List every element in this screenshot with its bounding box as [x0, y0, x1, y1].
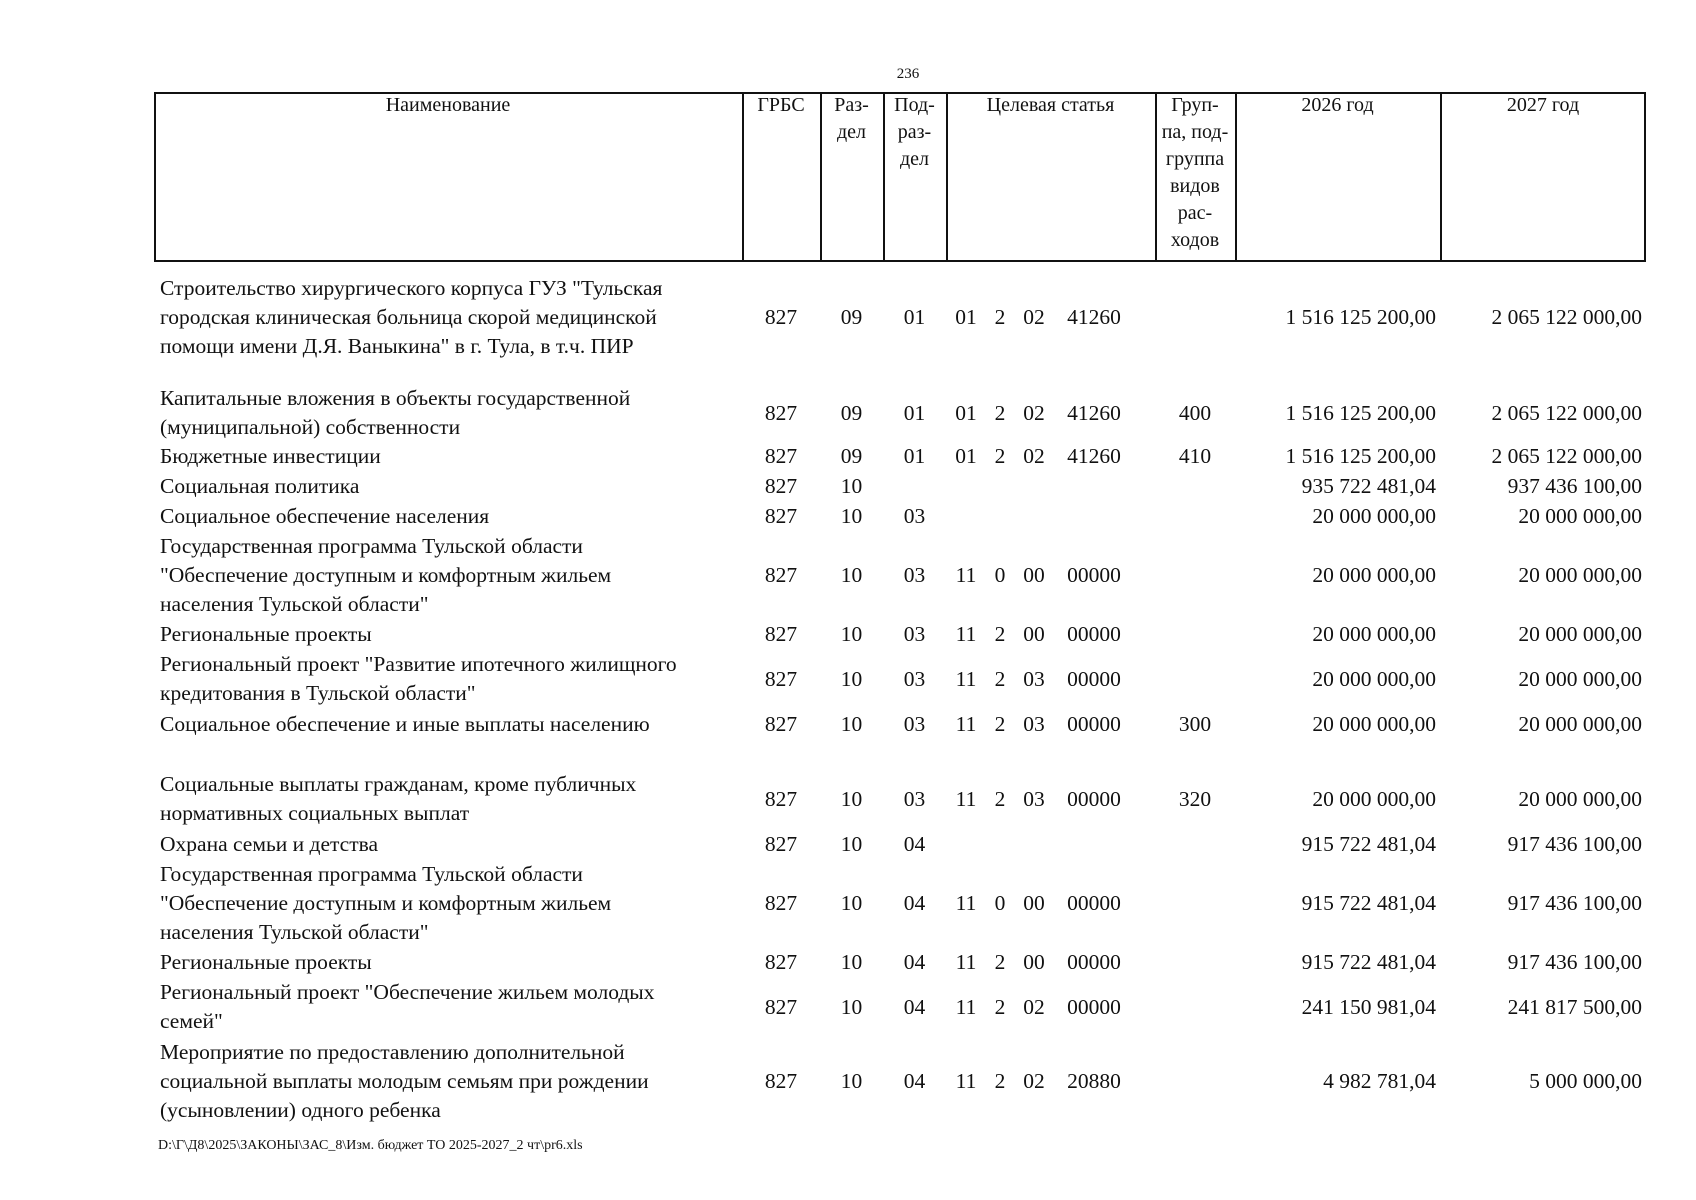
cell-article-subprogram: 02 — [1023, 994, 1045, 1019]
cell-expense-group: 400 — [1178, 400, 1212, 425]
cell-article-direction: 41260 — [1067, 444, 1121, 468]
cell-article-program: 01 — [955, 400, 977, 425]
cell-podrazdel: 01 — [903, 444, 926, 468]
cell-grbs: 827 — [764, 1069, 798, 1093]
row-name-line: Региональный проект "Развитие ипотечного жилищного — [160, 652, 677, 676]
row-name-line: Государственная программа Тульской области — [160, 862, 583, 886]
cell-grbs: 827 — [764, 444, 798, 468]
cell-article-type: 2 — [994, 950, 1006, 974]
cell-amount-2026: 20 000 000,00 — [1312, 786, 1436, 811]
cell-podrazdel: 04 — [903, 891, 926, 915]
cell-razdel: 10 — [840, 563, 863, 587]
cell-expense-group: 410 — [1178, 444, 1212, 468]
cell-article-direction: 00000 — [1067, 712, 1121, 736]
cell-amount-2027: 2 065 122 000,00 — [1491, 400, 1642, 425]
col-header-2027: 2027 год — [1506, 94, 1580, 116]
row-name — [160, 830, 740, 859]
row-name — [160, 770, 740, 828]
cell-podrazdel: 03 — [903, 666, 926, 691]
row-name-line: (усыновлении) одного ребенка — [160, 1098, 441, 1122]
cell-grbs: 827 — [764, 400, 798, 425]
cell-expense-group: 320 — [1178, 786, 1212, 811]
cell-amount-2026: 241 150 981,04 — [1301, 994, 1436, 1019]
row-name-line: Бюджетные инвестиции — [160, 444, 381, 468]
cell-podrazdel: 03 — [903, 563, 926, 587]
row-name-line: городская клиническая больница скорой медицинской — [160, 305, 657, 329]
row-name-line: Социальное обеспечение и иные выплаты населению — [160, 712, 650, 736]
row-name-line: Охрана семьи и детства — [160, 832, 379, 856]
row-name — [160, 710, 740, 739]
col-header-razdel: Раз- дел — [834, 94, 869, 143]
row-name — [160, 978, 740, 1036]
cell-article-direction: 00000 — [1067, 786, 1121, 811]
cell-article-subprogram: 02 — [1023, 1069, 1045, 1093]
cell-article-subprogram: 00 — [1023, 891, 1045, 915]
col-header-group: Груп- па, под- группа видов рас- ходов — [1161, 94, 1229, 251]
cell-grbs: 827 — [764, 666, 798, 691]
cell-article-subprogram: 03 — [1023, 712, 1045, 736]
cell-grbs: 827 — [764, 563, 798, 587]
row-name-line: кредитования в Тульской области" — [160, 681, 476, 705]
row-name-line: Мероприятие по предоставлению дополнительной — [160, 1040, 625, 1064]
file-path: D:\Г\Д8\2025\ЗАКОНЫ\ЗАС_8\Изм. бюджет ТО 2025-2027_2 чт\pr6.xls — [158, 1138, 583, 1153]
cell-amount-2027: 917 436 100,00 — [1507, 891, 1642, 915]
cell-article-type: 0 — [994, 891, 1006, 915]
cell-amount-2026: 1 516 125 200,00 — [1285, 400, 1436, 425]
cell-podrazdel: 04 — [903, 950, 926, 974]
cell-article-program: 11 — [955, 994, 977, 1019]
cell-amount-2027: 20 000 000,00 — [1518, 666, 1642, 691]
cell-razdel: 10 — [840, 994, 863, 1019]
cell-article-type: 2 — [994, 1069, 1006, 1093]
cell-razdel: 10 — [840, 786, 863, 811]
cell-article-subprogram: 03 — [1023, 666, 1045, 691]
cell-podrazdel: 01 — [903, 400, 926, 425]
row-name-line: Капитальные вложения в объекты государственной — [160, 386, 631, 410]
cell-article-program: 11 — [955, 563, 977, 587]
cell-article-program: 11 — [955, 622, 977, 646]
cell-amount-2027: 241 817 500,00 — [1507, 994, 1642, 1019]
cell-amount-2026: 915 722 481,04 — [1301, 832, 1436, 856]
cell-article-program: 11 — [955, 666, 977, 691]
cell-razdel: 09 — [840, 305, 863, 329]
cell-podrazdel: 01 — [903, 305, 926, 329]
cell-article-subprogram: 00 — [1023, 563, 1045, 587]
cell-article-program: 11 — [955, 891, 977, 915]
cell-razdel: 10 — [840, 1069, 863, 1093]
row-name-line: нормативных социальных выплат — [160, 801, 470, 825]
row-name-line: (муниципальной) собственности — [160, 415, 461, 439]
row-name-line: семей" — [160, 1009, 223, 1033]
cell-article-subprogram: 00 — [1023, 950, 1045, 974]
cell-amount-2027: 917 436 100,00 — [1507, 832, 1642, 856]
cell-article-program: 11 — [955, 1069, 977, 1093]
cell-article-direction: 00000 — [1067, 563, 1121, 587]
row-name-line: Социальная политика — [160, 474, 360, 498]
row-name — [160, 532, 740, 619]
cell-article-direction: 00000 — [1067, 666, 1121, 691]
cell-razdel: 10 — [840, 666, 863, 691]
cell-amount-2026: 915 722 481,04 — [1301, 950, 1436, 974]
cell-amount-2027: 20 000 000,00 — [1518, 563, 1642, 587]
cell-article-type: 2 — [994, 712, 1006, 736]
row-name — [160, 442, 740, 471]
cell-podrazdel: 03 — [903, 712, 926, 736]
cell-amount-2026: 20 000 000,00 — [1312, 622, 1436, 646]
cell-article-subprogram: 02 — [1023, 444, 1045, 468]
cell-podrazdel: 03 — [903, 786, 926, 811]
row-name-line: населения Тульской области" — [160, 920, 429, 944]
cell-article-program: 11 — [955, 786, 977, 811]
cell-article-type: 2 — [994, 786, 1006, 811]
cell-razdel: 10 — [840, 891, 863, 915]
cell-article-subprogram: 02 — [1023, 400, 1045, 425]
cell-amount-2027: 20 000 000,00 — [1518, 504, 1642, 528]
row-name-line: Региональные проекты — [160, 622, 372, 646]
row-name-line: помощи имени Д.Я. Ваныкина" в г. Тула, в т.ч. ПИР — [160, 334, 634, 358]
row-name-line: социальной выплаты молодым семьям при рождении — [160, 1069, 649, 1093]
cell-amount-2026: 4 982 781,04 — [1323, 1069, 1436, 1093]
cell-article-direction: 41260 — [1067, 305, 1121, 329]
col-header-grbs: ГРБС — [757, 94, 805, 116]
cell-amount-2026: 1 516 125 200,00 — [1285, 305, 1436, 329]
row-name-line: "Обеспечение доступным и комфортным жильем — [160, 563, 612, 587]
cell-article-type: 2 — [994, 400, 1006, 425]
cell-article-program: 01 — [955, 444, 977, 468]
row-name-line: Социальное обеспечение населения — [160, 504, 490, 528]
cell-amount-2026: 935 722 481,04 — [1301, 474, 1436, 498]
cell-amount-2027: 5 000 000,00 — [1529, 1069, 1642, 1093]
cell-razdel: 09 — [840, 400, 863, 425]
row-name — [160, 502, 740, 531]
cell-article-type: 2 — [994, 305, 1006, 329]
row-name — [160, 650, 740, 708]
row-name — [160, 472, 740, 501]
cell-razdel: 09 — [840, 444, 863, 468]
row-name-line: Социальные выплаты гражданам, кроме публичных — [160, 772, 637, 796]
cell-grbs: 827 — [764, 832, 798, 856]
cell-article-direction: 41260 — [1067, 400, 1121, 425]
cell-grbs: 827 — [764, 622, 798, 646]
cell-amount-2026: 915 722 481,04 — [1301, 891, 1436, 915]
cell-amount-2026: 20 000 000,00 — [1312, 666, 1436, 691]
cell-grbs: 827 — [764, 786, 798, 811]
row-name — [160, 384, 740, 442]
cell-article-type: 2 — [994, 622, 1006, 646]
row-name — [160, 1038, 740, 1125]
cell-podrazdel: 04 — [903, 1069, 926, 1093]
col-header-name: Наименование — [385, 94, 511, 116]
cell-amount-2027: 937 436 100,00 — [1507, 474, 1642, 498]
row-name — [160, 948, 740, 977]
cell-amount-2027: 20 000 000,00 — [1518, 622, 1642, 646]
cell-article-direction: 00000 — [1067, 622, 1121, 646]
cell-grbs: 827 — [764, 474, 798, 498]
row-name-line: Строительство хирургического корпуса ГУЗ "Тульская — [160, 276, 663, 300]
col-header-article: Целевая статья — [986, 94, 1115, 116]
cell-grbs: 827 — [764, 891, 798, 915]
cell-article-program: 11 — [955, 950, 977, 974]
cell-podrazdel: 04 — [903, 832, 926, 856]
cell-amount-2026: 20 000 000,00 — [1312, 712, 1436, 736]
cell-podrazdel: 03 — [903, 622, 926, 646]
cell-razdel: 10 — [840, 832, 863, 856]
cell-razdel: 10 — [840, 622, 863, 646]
table-header — [154, 92, 1646, 262]
row-name-line: населения Тульской области" — [160, 592, 429, 616]
cell-article-program: 01 — [955, 305, 977, 329]
row-name — [160, 860, 740, 947]
cell-article-program: 11 — [955, 712, 977, 736]
cell-article-direction: 20880 — [1067, 1069, 1121, 1093]
col-header-podrazdel: Под- раз- дел — [894, 94, 935, 170]
cell-grbs: 827 — [764, 994, 798, 1019]
cell-razdel: 10 — [840, 474, 863, 498]
cell-amount-2027: 20 000 000,00 — [1518, 786, 1642, 811]
cell-grbs: 827 — [764, 305, 798, 329]
cell-expense-group: 300 — [1178, 712, 1212, 736]
cell-amount-2026: 20 000 000,00 — [1312, 504, 1436, 528]
cell-article-type: 0 — [994, 563, 1006, 587]
cell-razdel: 10 — [840, 712, 863, 736]
cell-amount-2026: 1 516 125 200,00 — [1285, 444, 1436, 468]
cell-article-direction: 00000 — [1067, 994, 1121, 1019]
cell-amount-2026: 20 000 000,00 — [1312, 563, 1436, 587]
cell-article-direction: 00000 — [1067, 891, 1121, 915]
cell-grbs: 827 — [764, 712, 798, 736]
cell-amount-2027: 917 436 100,00 — [1507, 950, 1642, 974]
cell-article-subprogram: 02 — [1023, 305, 1045, 329]
row-name — [160, 274, 740, 361]
cell-article-direction: 00000 — [1067, 950, 1121, 974]
cell-amount-2027: 2 065 122 000,00 — [1491, 444, 1642, 468]
cell-grbs: 827 — [764, 504, 798, 528]
cell-podrazdel: 04 — [903, 994, 926, 1019]
row-name-line: Государственная программа Тульской области — [160, 534, 583, 558]
row-name-line: "Обеспечение доступным и комфортным жильем — [160, 891, 612, 915]
cell-razdel: 10 — [840, 504, 863, 528]
row-name-line: Региональный проект "Обеспечение жильем молодых — [160, 980, 655, 1004]
row-name — [160, 620, 740, 649]
cell-article-type: 2 — [994, 994, 1006, 1019]
cell-razdel: 10 — [840, 950, 863, 974]
cell-article-type: 2 — [994, 444, 1006, 468]
cell-amount-2027: 20 000 000,00 — [1518, 712, 1642, 736]
cell-article-subprogram: 03 — [1023, 786, 1045, 811]
page-number: 236 — [896, 66, 920, 82]
row-name-line: Региональные проекты — [160, 950, 372, 974]
cell-article-subprogram: 00 — [1023, 622, 1045, 646]
col-header-2026: 2026 год — [1301, 94, 1374, 116]
cell-podrazdel: 03 — [903, 504, 926, 528]
cell-grbs: 827 — [764, 950, 798, 974]
cell-article-type: 2 — [994, 666, 1006, 691]
cell-amount-2027: 2 065 122 000,00 — [1491, 305, 1642, 329]
